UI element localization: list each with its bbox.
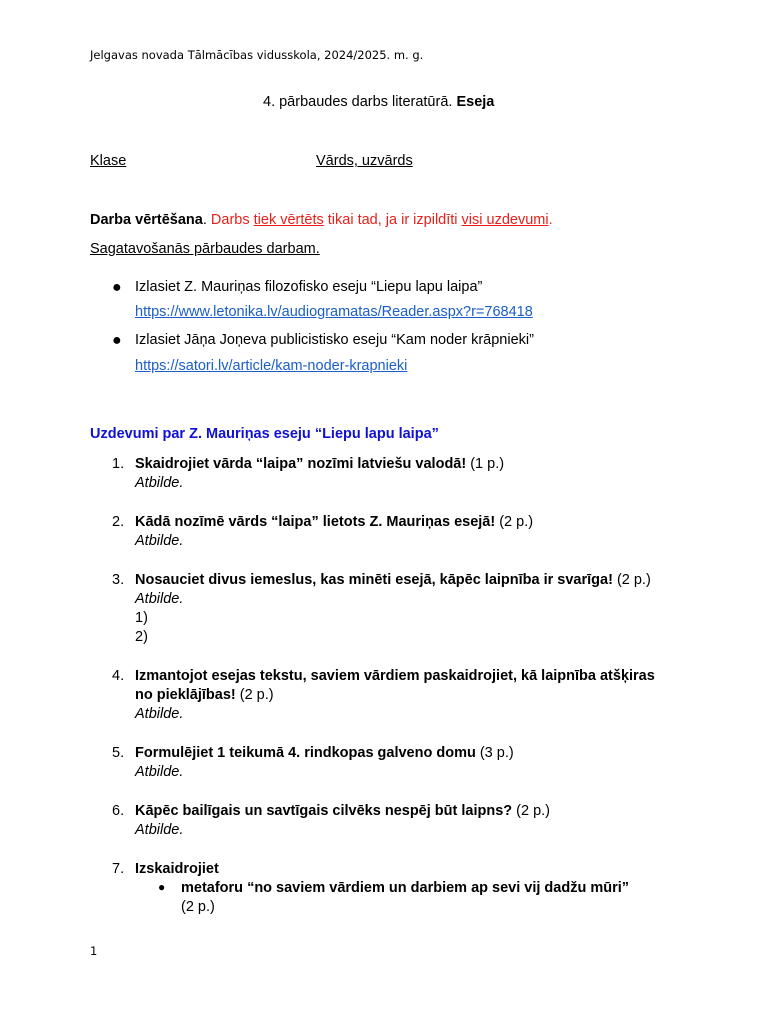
task-answer: Atbilde. — [135, 822, 184, 838]
document-title — [263, 94, 494, 110]
task-answer: Atbilde. — [135, 591, 184, 607]
page-number: 1 — [90, 944, 98, 958]
task-number: 7. — [112, 861, 125, 877]
grading-note: Darba vērtēšana. Darbs tiek vērtēts tikai tad, ja ir izpildīti visi uzdevumi. — [90, 212, 553, 228]
task-question: Nosauciet divus iemeslus, kas minēti esejā, kāpēc laipnība ir svarīga! (2 p.) — [135, 572, 651, 588]
task-answer: Atbilde. — [135, 475, 184, 491]
prep-heading: Sagatavošanās pārbaudes darbam. — [90, 241, 320, 257]
answer-item: 1) — [135, 610, 148, 626]
title-prefix: 4. pārbaudes darbs literatūrā. — [263, 94, 457, 110]
answer-item: 2) — [135, 629, 148, 645]
task-number: 3. — [112, 572, 125, 588]
task-question: Izskaidrojiet — [135, 861, 219, 877]
task-question: Kāpēc bailīgais un savtīgais cilvēks nespēj būt laipns? (2 p.) — [135, 803, 551, 819]
reading-item: Izlasiet Jāņa Joņeva publicistisko eseju “Kam noder krāpnieki” — [135, 332, 534, 348]
section-title: Uzdevumi par Z. Mauriņas eseju “Liepu lapu laipa” — [90, 426, 439, 442]
reading-item: Izlasiet Z. Mauriņas filozofisko eseju “Liepu lapu laipa” — [135, 279, 483, 295]
class-label: Klase — [90, 153, 127, 169]
task-points: (2 p.) — [181, 899, 215, 915]
sub-bullet: ● — [158, 880, 166, 894]
task-answer: Atbilde. — [135, 533, 184, 549]
task-question-cont: no pieklājības! (2 p.) — [135, 687, 274, 703]
task-answer: Atbilde. — [135, 706, 184, 722]
reading-link[interactable]: https://satori.lv/article/kam-noder-krapnieki — [135, 358, 408, 374]
task-number: 6. — [112, 803, 125, 819]
title-bold: Eseja — [456, 94, 495, 110]
task-question: Skaidrojiet vārda “laipa” nozīmi latviešu valodā! (1 p.) — [135, 456, 505, 472]
school-header: Jelgavas novada Tālmācības vidusskola, 2024/2025. m. g. — [90, 48, 424, 62]
task-number: 5. — [112, 745, 125, 761]
task-subquestion: metaforu “no saviem vārdiem un darbiem ap sevi vij dadžu mūri” — [181, 880, 630, 896]
task-number: 4. — [112, 668, 125, 684]
grading-bold: Darba vērtēšana — [90, 212, 203, 228]
name-label: Vārds, uzvārds — [316, 153, 413, 169]
task-question: Kādā nozīmē vārds “laipa” lietots Z. Mauriņas esejā! (2 p.) — [135, 514, 534, 530]
task-number: 1. — [112, 456, 125, 472]
list-bullet: ● — [112, 332, 122, 349]
task-question: Formulējiet 1 teikumā 4. rindkopas galveno domu (3 p.) — [135, 745, 514, 761]
list-bullet: ● — [112, 279, 122, 296]
task-question: Izmantojot esejas tekstu, saviem vārdiem paskaidrojiet, kā laipnība atšķiras — [135, 668, 655, 684]
task-answer: Atbilde. — [135, 764, 184, 780]
reading-link[interactable]: https://www.letonika.lv/audiogramatas/Reader.aspx?r=768418 — [135, 304, 533, 320]
task-number: 2. — [112, 514, 125, 530]
